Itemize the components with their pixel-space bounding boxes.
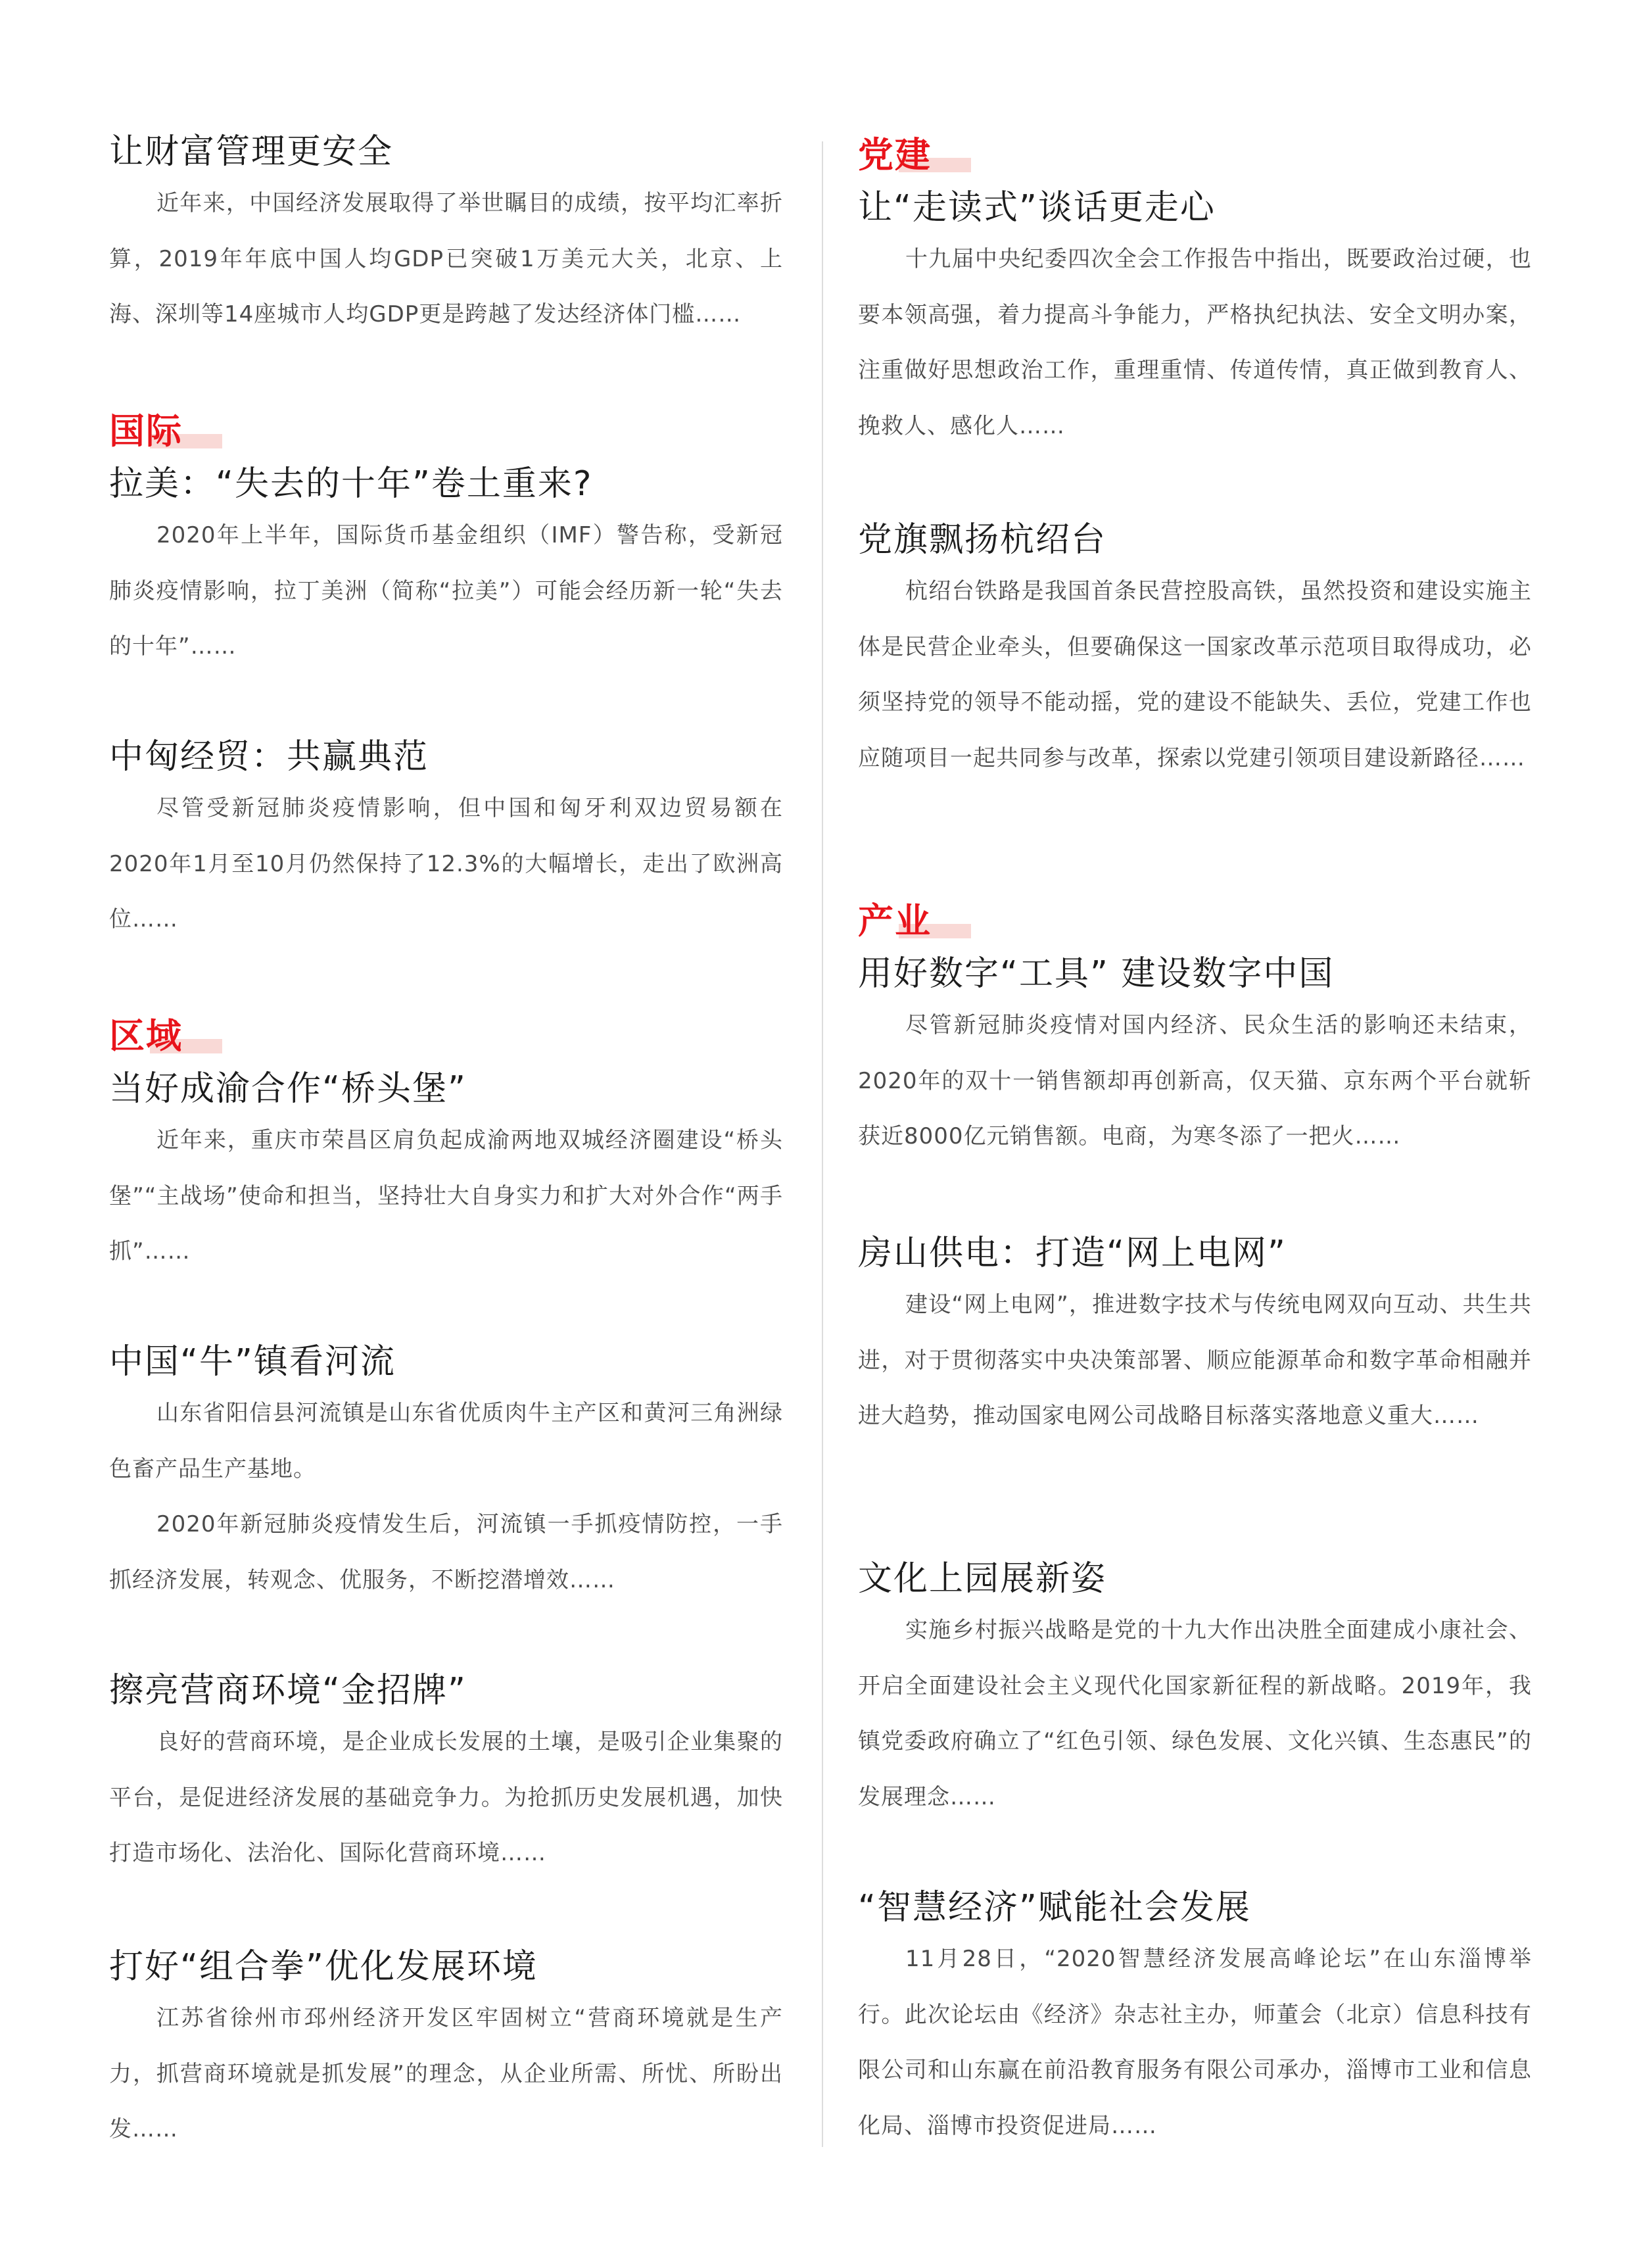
article-title[interactable]: 让“走读式”谈话更走心: [858, 188, 1216, 228]
article-summary: 2020年新冠肺炎疫情发生后，河流镇一手抓疫情防控，一手抓经济发展，转观念、优服务，不断挖潜增效……: [109, 1511, 783, 1593]
article-title[interactable]: 文化上园展新姿: [858, 1559, 1107, 1599]
article-summary: 山东省阳信县河流镇是山东省优质肉牛主产区和黄河三角洲绿色畜产品生产基地。: [109, 1400, 783, 1482]
article: [109, 128, 783, 343]
article: [109, 1013, 783, 1280]
article-summary: 尽管受新冠肺炎疫情影响，但中国和匈牙利双边贸易额在2020年1月至10月仍然保持了12.3%的大幅增长，走出了欧洲高位……: [109, 795, 783, 932]
article-summary: 实施乡村振兴战略是党的十九大作出决胜全面建成小康社会、开启全面建设社会主义现代化国家新征程的新战略。2019年，我镇党委政府确立了“红色引领、绿色发展、文化兴镇、生态惠民”的发展理念……: [858, 1617, 1532, 1810]
article: [109, 1338, 783, 1608]
article: [858, 1230, 1532, 1444]
article: [858, 898, 1532, 1165]
article-summary: 11月28日，“2020智慧经济发展高峰论坛”在山东淄博举行。此次论坛由《经济》杂志社主办，师董会（北京）信息科技有限公司和山东赢在前沿教育服务有限公司承办，淄博市工业和信息化局、淄博市投资促进局……: [858, 1946, 1532, 2139]
article-title[interactable]: 用好数字“工具” 建设数字中国: [858, 954, 1335, 994]
article-title[interactable]: 让财富管理更安全: [109, 132, 394, 172]
article-title[interactable]: 打好“组合拳”优化发展环境: [109, 1947, 538, 1987]
article: [109, 1667, 783, 1881]
article: [858, 1884, 1532, 2154]
article-summary: 尽管新冠肺炎疫情对国内经济、民众生活的影响还未结束，2020年的双十一销售额却再创新高，仅天猫、京东两个平台就斩获近8000亿元销售额。电商，为寒冬添了一把火……: [858, 1012, 1532, 1149]
section-tag-label: 产业: [858, 900, 932, 942]
article: [858, 1555, 1532, 1825]
article-summary: 建设“网上电网”，推进数字技术与传统电网双向互动、共生共进，对于贯彻落实中央决策部署、顺应能源革命和数字革命相融并进大趋势，推动国家电网公司战略目标落实落地意义重大……: [858, 1291, 1532, 1429]
column-divider: [822, 141, 823, 2147]
article-summary: 良好的营商环境，是企业成长发展的土壤，是吸引企业集聚的平台，是促进经济发展的基础竞争力。为抢抓历史发展机遇，加快打造市场化、法治化、国际化营商环境……: [109, 1729, 783, 1866]
article-summary: 2020年上半年，国际货币基金组织（IMF）警告称，受新冠肺炎疫情影响，拉丁美洲（简称“拉美”）可能会经历新一轮“失去的十年”……: [109, 522, 783, 660]
article-summary: 杭绍台铁路是我国首条民营控股高铁，虽然投资和建设实施主体是民营企业牵头，但要确保这一国家改革示范项目取得成功，必须坚持党的领导不能动摇，党的建设不能缺失、丢位，党建工作也应随项目一起共同参与改革，探索以党建引领项目建设新路径……: [858, 578, 1532, 771]
article-title[interactable]: 拉美：“失去的十年”卷土重来?: [109, 464, 593, 504]
article-summary: 十九届中央纪委四次全会工作报告中指出，既要政治过硬，也要本领高强，着力提高斗争能力，严格执纪执法、安全文明办案，注重做好思想政治工作，重理重情、传道传情，真正做到教育人、挽救人、感化人……: [858, 246, 1532, 439]
article-title[interactable]: 党旗飘扬杭绍台: [858, 520, 1107, 560]
article-summary: 近年来，重庆市荣昌区肩负起成渝两地双城经济圈建设“桥头堡”“主战场”使命和担当，坚持壮大自身实力和扩大对外合作“两手抓”……: [109, 1127, 783, 1265]
article-summary: 近年来，中国经济发展取得了举世瞩目的成绩，按平均汇率折算，2019年年底中国人均GDP已突破1万美元大关，北京、上海、深圳等14座城市人均GDP更是跨越了发达经济体门槛……: [109, 190, 783, 327]
article-title[interactable]: 中国“牛”镇看河流: [109, 1342, 396, 1382]
section-tag-label: 国际: [109, 410, 183, 452]
article-title[interactable]: 擦亮营商环境“金招牌”: [109, 1671, 467, 1710]
section-tag-label: 区域: [109, 1015, 183, 1057]
section-tag: [109, 408, 783, 460]
article-title[interactable]: 房山供电：打造“网上电网”: [858, 1234, 1287, 1273]
article-title[interactable]: 当好成渝合作“桥头堡”: [109, 1069, 467, 1109]
article: [109, 1943, 783, 2158]
section-tag-label: 党建: [858, 134, 932, 176]
article: [109, 733, 783, 948]
article: [109, 408, 783, 675]
section-tag: [109, 1013, 783, 1065]
article: [858, 516, 1532, 786]
article-title[interactable]: “智慧经济”赋能社会发展: [858, 1888, 1251, 1927]
article-title[interactable]: 中匈经贸：共赢典范: [109, 737, 429, 777]
section-tag: [858, 132, 1532, 184]
article-summary: 江苏省徐州市邳州经济开发区牢固树立“营商环境就是生产力，抓营商环境就是抓发展”的理念，从企业所需、所忧、所盼出发……: [109, 2005, 783, 2142]
section-tag: [858, 898, 1532, 950]
article: [858, 132, 1532, 454]
